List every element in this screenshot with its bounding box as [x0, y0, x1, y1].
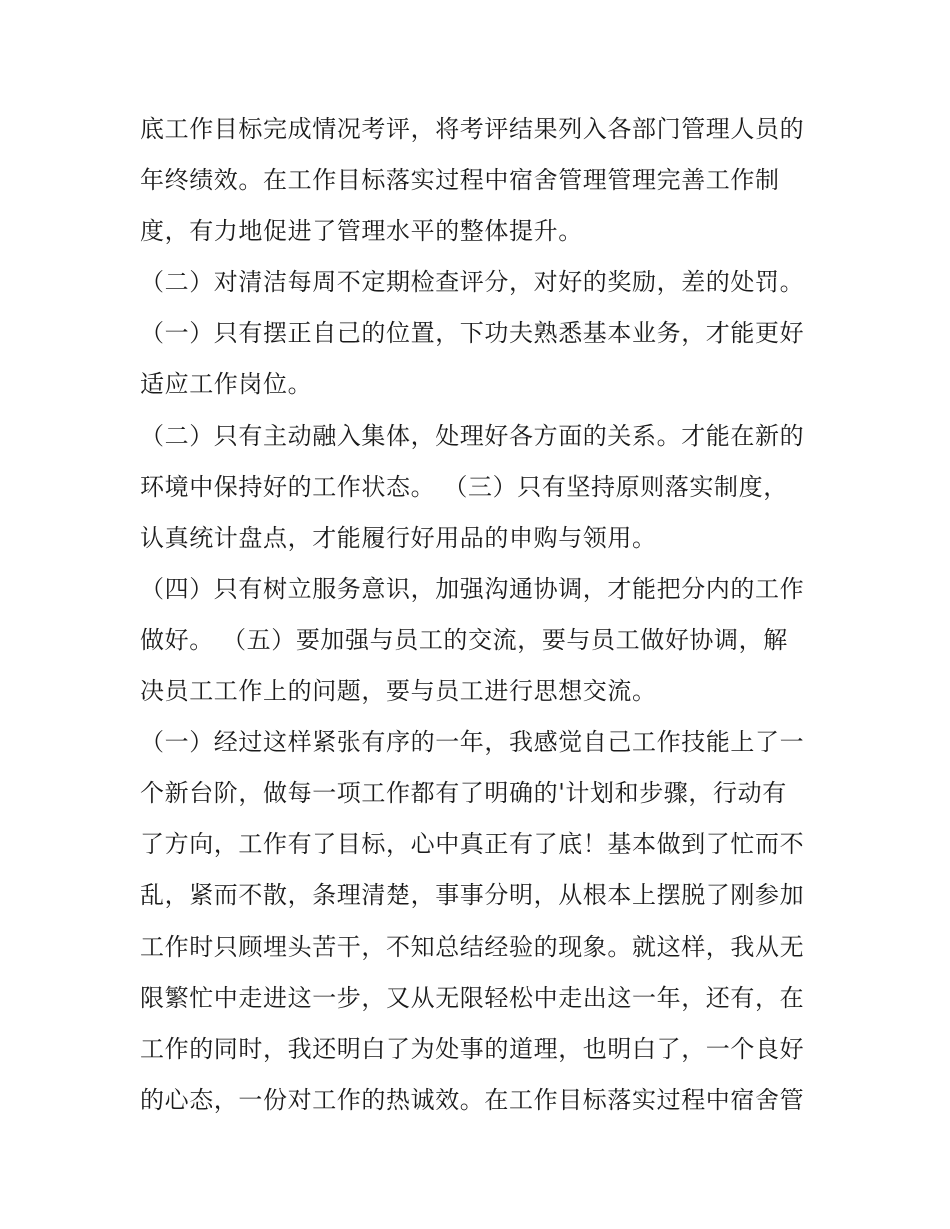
text-line: （四）只有树立服务意识，加强沟通协调，才能把分内的工作	[140, 574, 805, 603]
text-line: 年终绩效。在工作目标落实过程中宿舍管理管理完善工作制	[140, 166, 780, 195]
text-line: 认真统计盘点，才能履行好用品的申购与领用。	[140, 523, 657, 552]
text-line: （一）只有摆正自己的位置，下功夫熟悉基本业务，才能更好	[140, 319, 805, 348]
text-line: 决员工工作上的问题，要与员工进行思想交流。	[140, 677, 657, 706]
text-line: （一）经过这样紧张有序的一年，我感觉自己工作技能上了一	[140, 728, 805, 757]
text-line: 的心态，一份对工作的热诚效。在工作目标落实过程中宿舍管	[140, 1085, 805, 1114]
text-line: 乱，紧而不散，条理清楚，事事分明，从根本上摆脱了刚参加	[140, 881, 805, 910]
text-line: 限繁忙中走进这一步，又从无限轻松中走出这一年，还有，在	[140, 983, 805, 1012]
text-line: 个新台阶，做每一项工作都有了明确的'计划和步骤，行动有	[140, 779, 787, 808]
text-line: 做好。 （五）要加强与员工的交流，要与员工做好协调，解	[140, 625, 788, 654]
text-line: 环境中保持好的工作状态。 （三）只有坚持原则落实制度，	[140, 472, 788, 501]
text-line: 工作的同时，我还明白了为处事的道理，也明白了，一个良好	[140, 1034, 805, 1063]
text-line: 底工作目标完成情况考评，将考评结果列入各部门管理人员的	[140, 115, 805, 143]
body-text	[140, 104, 820, 1126]
text-line: 适应工作岗位。	[140, 370, 313, 399]
text-line: （二）对清洁每周不定期检查评分，对好的奖励，差的处罚。	[140, 268, 805, 297]
text-line: 度，有力地促进了管理水平的整体提升。	[140, 217, 583, 246]
text-line: （二）只有主动融入集体，处理好各方面的关系。才能在新的	[140, 421, 805, 450]
text-line: 了方向，工作有了目标，心中真正有了底！基本做到了忙而不	[140, 830, 805, 859]
text-line: 工作时只顾埋头苦干，不知总结经验的现象。就这样，我从无	[140, 932, 805, 961]
